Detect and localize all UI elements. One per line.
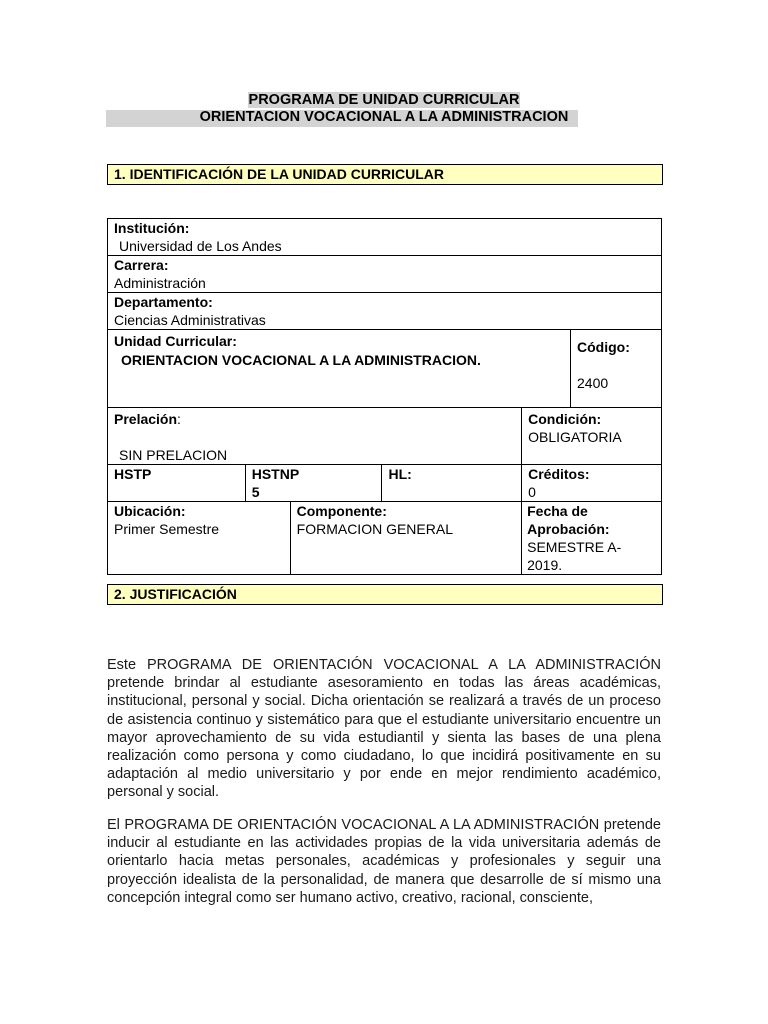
- unidad-curricular-label: Unidad Curricular:: [114, 333, 237, 349]
- prelacion-colon: :: [177, 411, 181, 427]
- creditos-label: Créditos:: [528, 466, 590, 482]
- departamento-label: Departamento:: [114, 294, 213, 310]
- componente-value: FORMACION GENERAL: [296, 521, 453, 537]
- table-row: [108, 465, 662, 502]
- table-row: [108, 408, 662, 465]
- section-heading-justificacion: 2. JUSTIFICACIÓN: [107, 584, 663, 605]
- carrera-label: Carrera:: [114, 257, 169, 273]
- hstp-label: HSTP: [114, 466, 152, 482]
- table-row: [108, 330, 662, 408]
- hstnp-value: 5: [251, 484, 260, 500]
- identification-table: [107, 218, 662, 575]
- fecha-aprobacion-value: SEMESTRE A- 2019.: [527, 539, 622, 573]
- section-heading-identificacion: 1. IDENTIFICACIÓN DE LA UNIDAD CURRICULAR: [107, 164, 663, 185]
- institucion-value: Universidad de Los Andes: [119, 238, 282, 254]
- title-line-1: PROGRAMA DE UNIDAD CURRICULAR: [248, 92, 520, 108]
- justificacion-paragraph-1: Este PROGRAMA DE ORIENTACIÓN VOCACIONAL A LA ADMINISTRACIÓN pretende brindar al estudiante asesoramiento en todas las áreas académicas, institucional, personal y social. Dicha orientación se realizará a través de un proceso de asistencia continuo y sistemático para que el estudiante universitario encuentre un mayor aprovechamiento de su vida estudiantil y sienta las bases de una plena realización como persona y como ciudadano, lo que incidirá positivamente en su adaptación al medio universitario y por ende en mejor rendimiento académico, personal y social.: [107, 657, 661, 801]
- prelacion-label: Prelación: [114, 411, 178, 427]
- document-subtitle: [0, 109, 768, 126]
- condicion-value: OBLIGATORIA: [528, 429, 622, 445]
- hstnp-label: HSTNP: [251, 466, 300, 482]
- carrera-value: Administración: [114, 275, 206, 291]
- institucion-label: Institución:: [114, 220, 190, 236]
- componente-label: Componente:: [296, 503, 387, 519]
- table-row: [108, 219, 662, 256]
- document-title: [0, 92, 768, 109]
- table-row: [108, 502, 662, 575]
- codigo-label: Código:: [577, 339, 630, 355]
- ubicacion-label: Ubicación:: [114, 503, 186, 519]
- justificacion-paragraph-2: El PROGRAMA DE ORIENTACIÓN VOCACIONAL A LA ADMINISTRACIÓN pretende inducir al estudiante en las actividades propias de la vida universitaria además de orientarlo hacia metas personales, académicas y profesionales y seguir una proyección idealista de la personalidad, de manera que desarrolle de sí mismo una concepción integral como ser humano activo, creativo, racional, consciente,: [107, 817, 661, 906]
- title-line-2: ORIENTACION VOCACIONAL A LA ADMINISTRACION: [199, 109, 569, 125]
- condicion-label: Condición:: [528, 411, 602, 427]
- prelacion-value: SIN PRELACION: [119, 447, 228, 463]
- codigo-value: 2400: [577, 375, 609, 391]
- creditos-value: 0: [528, 484, 536, 500]
- unidad-curricular-value: ORIENTACION VOCACIONAL A LA ADMINISTRACION.: [121, 352, 481, 368]
- ubicacion-value: Primer Semestre: [114, 521, 220, 537]
- departamento-value: Ciencias Administrativas: [114, 312, 266, 328]
- fecha-aprobacion-label: Fecha de Aprobación:: [527, 503, 610, 537]
- table-row: [108, 293, 662, 330]
- hl-label: HL:: [388, 466, 412, 482]
- table-row: [108, 256, 662, 293]
